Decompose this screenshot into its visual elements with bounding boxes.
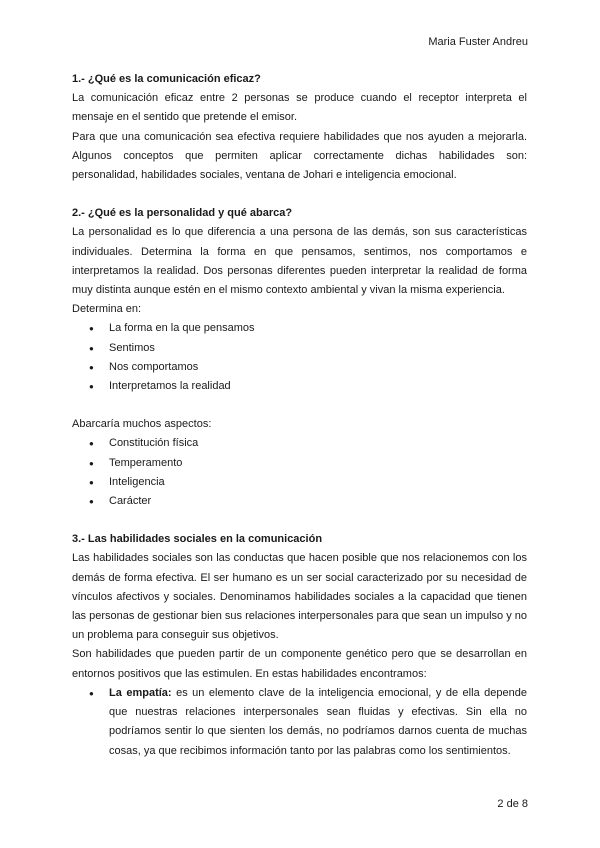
abarca-list	[72, 434, 527, 511]
section-3-paragraph-2: Son habilidades que pueden partir de un componente genético pero que se desarrollan en entornos positivos que las estimulen. En estas habilidades encontramos:	[72, 648, 527, 680]
list-item: ● Sentimos	[72, 339, 527, 358]
document-body	[72, 70, 527, 761]
list-item: ● La forma en la que pensamos	[72, 319, 527, 338]
section-2-paragraph-1: La personalidad es lo que diferencia a una persona de las demás, son sus características individuales. Determina la forma en que pensamos, sentimos, nos comportamos e interpretamos la realidad. Dos personas diferentes pueden interpretar la realidad de forma muy distinta aunque estén en el mismo contexto ambiental y vivan la misma experiencia.	[72, 226, 527, 297]
list-item: ● Carácter	[72, 492, 527, 511]
section-1-paragraph-1: La comunicación eficaz entre 2 personas se produce cuando el receptor interpreta el mensaje en el sentido que pretende el emisor.	[72, 92, 527, 124]
section-1-paragraph-2: Para que una comunicación sea efectiva requiere habilidades que nos ayuden a mejorarla. Algunos conceptos que permiten aplicar correctamente dichas habilidades son: personalidad, habilidades sociales, ventana de Johari e inteligencia emocional.	[72, 130, 527, 182]
list-item: ● Nos comportamos	[72, 358, 527, 377]
abarca-label: Abarcaría muchos aspectos:	[72, 418, 212, 431]
determina-list	[72, 319, 527, 396]
list-item: ● Inteligencia	[72, 473, 527, 492]
habilidades-list	[72, 684, 527, 761]
page-number: 2 de 8	[497, 798, 528, 810]
section-3-paragraph-1: Las habilidades sociales son las conductas que hacen posible que nos relacionemos con los demás de forma efectiva. El ser humano es un ser social caracterizado por su necesidad de vínculos afectivos y sociales. Denominamos habilidades sociales a la capacidad que tienen las personas de gestionar bien sus relaciones interpersonales para que sean un impulso y no un problema para conseguir sus objetivos.	[72, 552, 527, 642]
section-3-title: 3.- Las habilidades sociales en la comunicación	[72, 533, 323, 546]
section-1-title: 1.- ¿Qué es la comunicación eficaz?	[72, 73, 261, 85]
list-item: ● Constitución física	[72, 434, 527, 453]
list-item-empatia	[72, 684, 527, 761]
empatia-term: La empatía:	[109, 686, 172, 699]
list-item: ● Interpretamos la realidad	[72, 377, 527, 396]
determina-label: Determina en:	[72, 303, 142, 316]
section-2-title: 2.- ¿Qué es la personalidad y qué abarca?	[72, 207, 293, 220]
header-author: Maria Fuster Andreu	[428, 36, 528, 48]
empatia-text: es un elemento clave de la inteligencia emocional, y de ella depende que nuestras relaciones interpersonales sean fluidas y efectivas. Sin ella no podríamos sentir lo que sienten los demás, no podríamos darnos cuenta de muchas cosas, ya que recibimos información tanto por las palabras como los sentimientos.	[109, 686, 527, 757]
list-item: ● Temperamento	[72, 454, 527, 473]
